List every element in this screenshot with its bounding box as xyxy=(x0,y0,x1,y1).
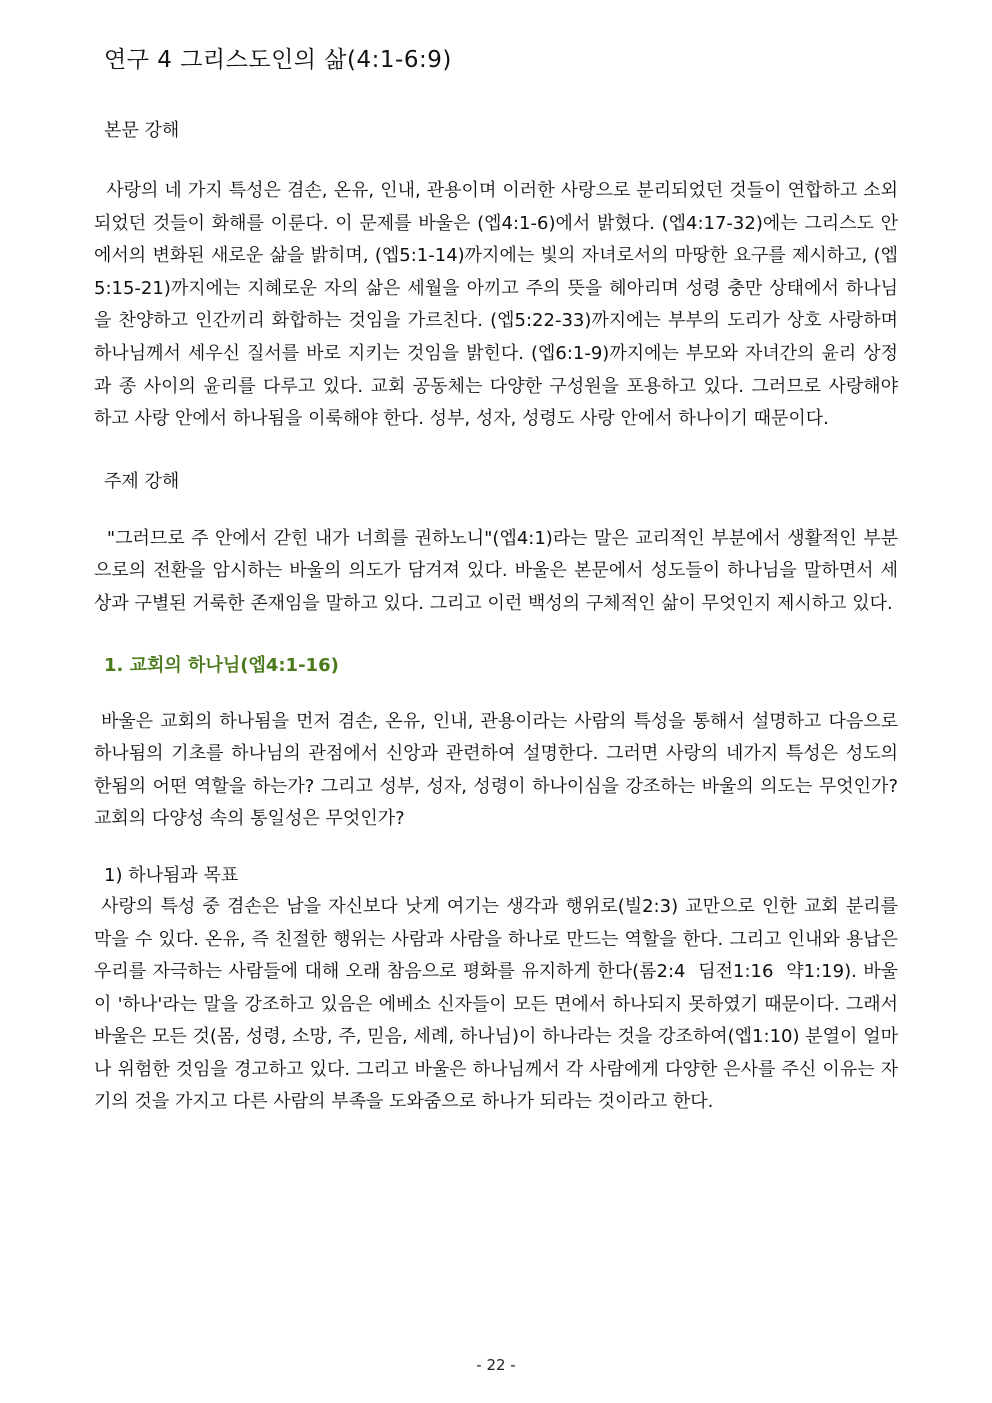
document-page xyxy=(94,40,904,1119)
subsection-heading-church-unity: 1. 교회의 하나님(엡4:1-16) xyxy=(104,654,339,676)
paragraph-unity-and-goal: 사랑의 특성 중 겸손은 남을 자신보다 낫게 여기는 생각과 행위로(빌2:3) 교만으로 인한 교회 분리를 막을 수 있다. 온유, 즉 친절한 행위는 사람과 사람을 하나로 만드는 역할을 한다. 그리고 인내와 용납은 우리를 자극하는 사람들에 대해 오래 참음으로 평화를 유지하게 한다(롬2:4 딤전1:16 약1:19). 바울이 '하나'라는 말을 강조하고 있음은 에베소 신자들이 모든 면에서 하나되지 못하였기 때문이다. 그래서 바울은 모든 것(몸, 성령, 소망, 주, 믿음, 세례, 하나님)이 하나라는 것을 강조하여(엡1:10) 분열이 얼마나 위험한 것임을 경고하고 있다. 그리고 바울은 하나님께서 각 사람에게 다양한 은사를 주신 이유는 자기의 것을 가지고 다른 사람의 부족을 도와줌으로 하나가 되라는 것이라고 한다. xyxy=(94,895,904,1113)
page-number: - 22 - xyxy=(476,1356,516,1374)
paragraph-church-unity: 바울은 교회의 하나됨을 먼저 겸손, 온유, 인내, 관용이라는 사람의 특성을 통해서 설명하고 다음으로 하나됨의 기초를 하나님의 관점에서 신앙과 관련하여 설명한다. 그러면 사랑의 네가지 특성은 성도의 한됨의 어떤 역할을 하는가? 그리고 성부, 성자, 성령이 하나이심을 강조하는 바울의 의도는 무엇인가? 교회의 다양성 속의 통일성은 무엇인가? xyxy=(94,710,904,830)
section-heading-text-exposition: 본문 강해 xyxy=(104,120,180,141)
page-title: 연구 4 그리스도인의 삶(4:1-6:9) xyxy=(104,47,452,73)
point-heading-unity-and-goal: 1) 하나됨과 목표 xyxy=(104,864,239,886)
paragraph-text-exposition: 사랑의 네 가지 특성은 겸손, 온유, 인내, 관용이며 이러한 사랑으로 분리되었던 것들이 연합하고 소외되었던 것들이 화해를 이룬다. 이 문제를 바울은 (엡4:1-6)에서 밝혔다. (엡4:17-32)에는 그리스도 안에서의 변화된 새로운 삶을 밝히며, (엡5:1-14)까지에는 빛의 자녀로서의 마땅한 요구를 제시하고, (엡5:15-21)까지에는 지혜로운 자의 삶은 세월을 아끼고 주의 뜻을 헤아리며 성령 충만 상태에서 하나님을 찬양하고 인간끼리 화합하는 것임을 가르친다. (엡5:22-33)까지에는 부부의 도리가 상호 사랑하며 하나님께서 세우신 질서를 바로 지키는 것임을 밝힌다. (엡6:1-9)까지에는 부모와 자녀간의 윤리 상정과 종 사이의 윤리를 다루고 있다. 교회 공동체는 다양한 구성원을 포용하고 있다. 그러므로 사랑해야 하고 사랑 안에서 하나됨을 이룩해야 한다. 성부, 성자, 성령도 사랑 안에서 하나이기 때문이다. xyxy=(94,180,904,430)
paragraph-topic-exposition: "그러므로 주 안에서 갇힌 내가 너희를 권하노니"(엡4:1)라는 말은 교리적인 부분에서 생활적인 부분으로의 전환을 암시하는 바울의 의도가 담겨져 있다. 바울은 본문에서 성도들이 하나님을 말하면서 세상과 구별된 거룩한 존재임을 말하고 있다. 그리고 이런 백성의 구체적인 삶이 무엇인지 제시하고 있다. xyxy=(94,527,898,614)
section-heading-topic-exposition: 주제 강해 xyxy=(104,470,180,492)
